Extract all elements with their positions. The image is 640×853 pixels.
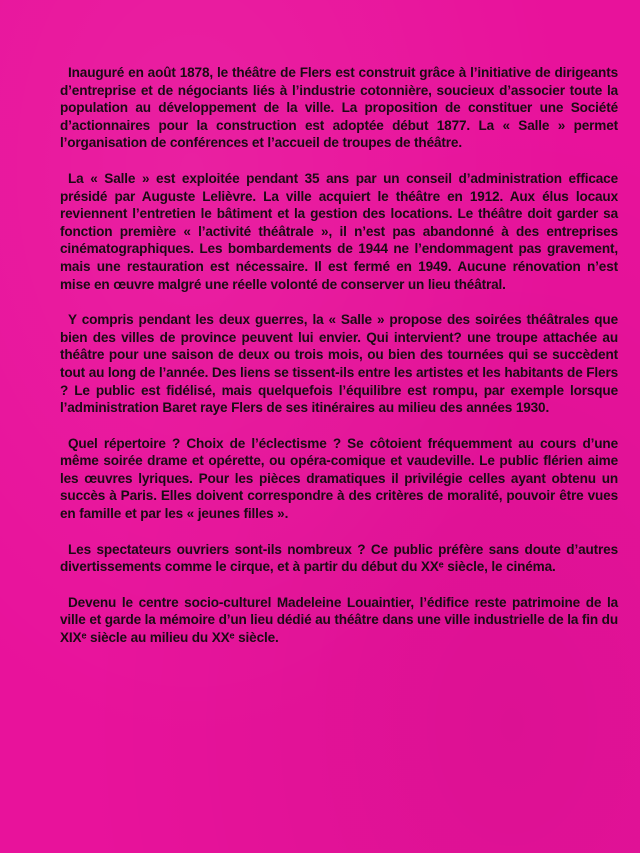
paragraph-inauguration: Inauguré en août 1878, le théâtre de Flers est construit grâce à l’initiative de dirigeants d’entreprise et de négociants liés à l’industrie cotonnière, soucieux d’associer toute la population au développement de la ville. La proposition de constituer une Société d’actionnaires pour la construction est adoptée début 1877. La « Salle » permet l’organisation de conférences et l’accueil de troupes de théâtre. xyxy=(60,65,618,151)
paragraph-administration: La « Salle » est exploitée pendant 35 ans par un conseil d’administration efficace présidé par Auguste Lelièvre. La ville acquiert le théâtre en 1912. Aux élus locaux reviennent l’entretien le bâtiment et la gestion des locations. Le théâtre doit garder sa fonction première « l’activité théâtrale », il n’est pas abandonné à des entreprises cinématographiques. Les bombardements de 1944 ne l’endommagent pas gravement, mais une restauration est nécessaire. Il est fermé en 1949. Aucune rénovation n’est mise en œuvre malgré une réelle volonté de conserver un lieu théâtral. xyxy=(60,170,618,292)
paragraph-wartime-soirees: Y compris pendant les deux guerres, la « Salle » propose des soirées théâtrales que bien des villes de province peuvent lui envier. Qui intervient? une troupe attachée au théâtre pour une saison de deux ou trois mois, ou bien des tournées qui se succèdent tout au long de l’année. Des liens se tissent-ils entre les artistes et les habitants de Flers ? Le public est fidélisé, mais quelquefois l’équilibre est rompu, par exemple lorsque l’administration Baret raye Flers de ses itinéraires au milieu des années 1930. xyxy=(60,312,618,416)
paragraph-spectators: Les spectateurs ouvriers sont-ils nombreux ? Ce public préfère sans doute d’autres divertissements comme le cirque, et à partir du début du XXᵉ siècle, le cinéma. xyxy=(60,541,618,575)
paragraph-repertoire: Quel répertoire ? Choix de l’éclectisme ? Se côtoient fréquemment au cours d’une même soirée drame et opérette, ou opéra-comique et vaudeville. Le public flérien aime les œuvres lyriques. Pour les pièces dramatiques il privilégie celles ayant obtenu un succès à Paris. Elles doivent correspondre à des critères de moralité, pouvoir être vues en famille et par les « jeunes filles ». xyxy=(60,435,618,522)
paragraph-cultural-centre: Devenu le centre socio-culturel Madeleine Louaintier, l’édifice reste patrimoine de la ville et garde la mémoire d’un lieu dédié au théâtre dans une ville industrielle de la fin du XIXᵉ siècle au milieu du XXᵉ siècle. xyxy=(60,594,618,646)
